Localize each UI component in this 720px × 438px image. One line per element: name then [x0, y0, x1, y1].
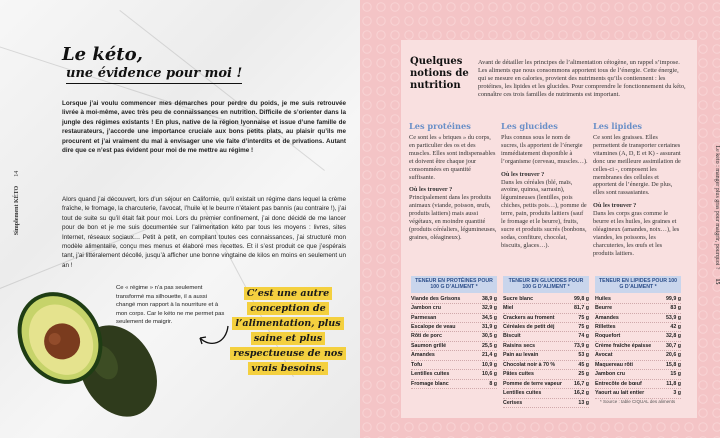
table-cell-value: 83 g: [670, 305, 681, 312]
table-cell-value: 99,8 g: [573, 295, 589, 302]
table-row: [503, 399, 589, 408]
left-header-text: Simplement KÉTO: [14, 185, 20, 236]
table-cell-value: 11,8 g: [666, 380, 681, 387]
table-cell-food: Amandes: [411, 352, 435, 359]
carbs-where: [501, 171, 589, 250]
table-cell-value: 10,9 g: [481, 361, 497, 368]
table-row: [503, 380, 589, 389]
table-cell-food: Lentilles cuites: [503, 390, 542, 397]
table-cell-food: Escalope de veau: [411, 323, 456, 330]
box-intro: Avant de détailler les principes de l’alimentation cétogène, un rappel s’impose. Les aliments que nous consommons apportent tous de l’énergie. Cette énergie, qui se mesure en calories, provient des nutriments qu’ils contiennent : les protéines, les lipides et les glucides. Pour comprendre le fonctionnement du kéto, connaître ces trois familles de nutriments est important.: [478, 59, 686, 98]
table-cell-food: Lentilles cuites: [411, 371, 450, 378]
table-row: [411, 323, 497, 332]
table-row: [595, 351, 681, 360]
table-cell-value: 15,8 g: [665, 361, 681, 368]
column-proteins: [409, 121, 497, 247]
table-header: TENEUR EN GLUCIDES POUR 100 G D’ALIMENT *: [503, 276, 589, 293]
table-cell-food: Crackers au froment: [503, 314, 555, 321]
lipids-question: Où les trouver ?: [593, 202, 637, 210]
table-cell-food: Roquefort: [595, 333, 621, 340]
table-row: [411, 370, 497, 379]
table-cell-value: 20,6 g: [665, 352, 681, 359]
highlight-quote: [228, 286, 348, 376]
table-cell-food: Entrecôte de bœuf: [595, 380, 642, 387]
carbs-answer: Dans les céréales (blé, maïs, avoine, quinoa, sarrasin), légumineuses (lentilles, pois chiches, petits pois…), pomme de terre, pain, produits laitiers (sauf le fromage et le beurre), fruits, sucre et produits sucrés (bonbons, sodas, confiture, chocolat, biscuits, glaces…).: [501, 178, 587, 249]
table-cell-food: Saumon grillé: [411, 342, 447, 349]
table-cell-food: Miel: [503, 305, 514, 312]
table-cell-value: 42 g: [670, 323, 681, 330]
proteins-where: [409, 186, 497, 241]
table-header: TENEUR EN PROTÉINES POUR 100 G D’ALIMENT *: [411, 276, 497, 293]
table-footnote: * Source : table CIQUAL des aliments: [600, 399, 676, 404]
callout-text: Ce « régime » n’a pas seulement transformé ma silhouette, il a aussi changé mon rapport à la nourriture et à mon corps. Car le kéto ne me permet pas seulement de maigrir.: [116, 285, 225, 326]
table-row: [503, 361, 589, 370]
heading-proteins: Les protéines: [409, 121, 471, 131]
table-cell-food: Tofu: [411, 361, 423, 368]
table-cell-value: 32,8 g: [665, 333, 681, 340]
table-cell-food: Pain au levain: [503, 352, 539, 359]
proteins-answer: Principalement dans les produits animaux (viande, poisson, œufs, produits laitiers) mais aussi végétaux, en moindre quantité (produits céréaliers, légumineuses, graines, oléagineux).: [409, 194, 497, 241]
heading-lipids: Les lipides: [593, 121, 643, 131]
table-cell-value: 53 g: [578, 352, 589, 359]
table-cell-food: Beurre: [595, 305, 613, 312]
table-row: [595, 323, 681, 332]
table-cell-value: 30,7 g: [665, 342, 681, 349]
table-row: [503, 314, 589, 323]
right-header-text: Le kéto : manger plus gras pour maigrir, pourquoi ?: [714, 145, 720, 270]
table-row: [503, 323, 589, 332]
table-cell-value: 25,5 g: [481, 342, 497, 349]
page-title-line2: une évidence pour moi !: [66, 66, 242, 84]
table-cell-food: Maquereau rôti: [595, 361, 633, 368]
table-cell-food: Sucre blanc: [503, 295, 534, 302]
table-row: [503, 370, 589, 379]
column-carbs: [501, 121, 589, 255]
table-cell-value: 73,9 g: [573, 342, 589, 349]
table-row: [503, 332, 589, 341]
table-rows: [411, 295, 497, 390]
quote-text: C’est une autre conception de l’alimentation, plus saine et plus respectueuse de nos vrais besoins.: [230, 287, 345, 375]
table-cell-food: Pâtes cuites: [503, 371, 534, 378]
table-cell-food: Amandes: [595, 314, 619, 321]
table-cell-food: Huiles: [595, 295, 611, 302]
box-title: Quelques notions de nutrition: [410, 56, 469, 91]
table-row: [411, 314, 497, 323]
table-row: [595, 295, 681, 304]
table-cell-food: Cerises: [503, 399, 523, 406]
carbs-question: Où les trouver ?: [501, 170, 545, 178]
table-row: [595, 332, 681, 341]
table-proteins: [411, 276, 497, 389]
table-cell-value: 99,9 g: [665, 295, 681, 302]
table-cell-food: Céréales de petit déj: [503, 323, 555, 330]
table-cell-value: 81,7 g: [573, 305, 589, 312]
table-row: [503, 295, 589, 304]
table-row: [503, 342, 589, 351]
table-cell-food: Pomme de terre vapeur: [503, 380, 562, 387]
table-header: TENEUR EN LIPIDES POUR 100 G D’ALIMENT *: [595, 276, 681, 293]
table-row: [503, 304, 589, 313]
body-paragraph: Alors quand j’ai découvert, lors d’un séjour en Californie, qu’il existait un régime dans lequel la crème fraîche, le fromage, la charcuterie, l’avocat, l’huile et le beurre n’étaient pas bannis (au contraire !), j’ai tout de suite su qu’il était fait pour moi. Lors du premier confinement, j’ai donc décidé de me lancer pour de bon et je me suis documentée sur l’alimentation kéto par tous les moyens : livres, sites Internet, réseaux sociaux… Petit à petit, en compilant toutes ces connaissances, j’ai structuré mon modèle alimentaire, conçu mes menus et élaboré mes recettes. Et il s’est produit ce que j’espérais tant, j’ai littéralement décollé, jusqu’à afficher une bonne vingtaine de kilos en moins en seulement un an !: [62, 196, 346, 269]
table-cell-food: Jambon cru: [595, 371, 626, 378]
table-cell-value: 13 g: [578, 399, 589, 406]
table-row: [411, 342, 497, 351]
table-cell-value: 45 g: [578, 361, 589, 368]
left-running-header: [14, 158, 20, 248]
table-cell-value: 75 g: [578, 314, 589, 321]
table-row: [411, 361, 497, 370]
table-cell-value: 38,9 g: [481, 295, 497, 302]
carbs-text: Plus connus sous le nom de sucres, ils apportent de l’énergie immédiatement disponible à l’organisme (cerveau, muscles…).: [501, 134, 588, 165]
lipids-answer: Dans les corps gras comme le beurre et les huiles, les graines et oléagineux (amandes, noix…), les viandes, les poissons, les charcuteries, les œufs et les produits laitiers.: [593, 210, 680, 257]
table-row: [595, 314, 681, 323]
table-cell-value: 75 g: [578, 323, 589, 330]
lipids-where: [593, 202, 681, 257]
table-cell-food: Yaourt au lait entier: [595, 390, 645, 397]
table-row: [595, 342, 681, 351]
proteins-question: Où les trouver ?: [409, 186, 453, 194]
table-row: [595, 380, 681, 389]
left-page-number: 14: [14, 170, 20, 177]
table-row: [411, 332, 497, 341]
table-row: [595, 389, 681, 398]
table-rows: [595, 295, 681, 399]
table-cell-food: Viande des Grisons: [411, 295, 461, 302]
table-row: [411, 304, 497, 313]
table-cell-value: 10,6 g: [481, 371, 497, 378]
table-cell-value: 53,9 g: [665, 314, 681, 321]
table-cell-value: 74 g: [578, 333, 589, 340]
curved-arrow-icon: [196, 322, 232, 352]
table-cell-food: Raisins secs: [503, 342, 536, 349]
right-running-header: [714, 110, 720, 320]
right-page-number: 15: [714, 278, 720, 285]
table-row: [595, 361, 681, 370]
lipids-text: Ce sont les graisses. Elles permettent de transporter certaines vitamines (A, D, E et K) - assurant donc une meilleure assimilation de celles-ci -, composent les membranes des cellules et apportent de l’énergie. De plus, elles sont rassasiantes.: [593, 134, 681, 197]
table-cell-value: 15 g: [670, 371, 681, 378]
intro-paragraph: Lorsque j’ai voulu commencer mes démarches pour perdre du poids, je me suis retrouvée livrée à moi-même, avec très peu de connaissances en nutrition. Difficile de s’orienter dans la jungle des régimes existants ! En plus, native de la région lyonnaise et issue d’une famille de restaurateurs, j’accorde une importance cruciale aux bons petits plats, au plaisir qu’ils me procurent et j’ai vraiment du mal à envisager une vie faite d’interdits et de privations. Autant dire que ce n’est pas évident pour moi de me mettre au régime !: [62, 100, 346, 155]
table-cell-food: Fromage blanc: [411, 380, 449, 387]
table-cell-value: 21,4 g: [481, 352, 497, 359]
table-cell-food: Biscuit: [503, 333, 521, 340]
table-cell-food: Jambon cru: [411, 305, 442, 312]
proteins-text: Ce sont les « briques » du corps, en particulier des os et des muscles. Elles sont indispensables et doivent être chaque jour consommées en quantité suffisante.: [409, 134, 496, 181]
page-title-line1: Le kéto,: [62, 44, 143, 65]
table-cell-value: 8 g: [489, 380, 497, 387]
table-cell-value: 16,2 g: [573, 390, 589, 397]
table-cell-food: Rôti de porc: [411, 333, 442, 340]
table-cell-food: Crème fraîche épaisse: [595, 342, 652, 349]
table-row: [411, 380, 497, 389]
table-carbs: [503, 276, 589, 408]
heading-carbs: Les glucides: [501, 121, 558, 131]
table-lipids: [595, 276, 681, 399]
table-cell-food: Chocolat noir à 70 %: [503, 361, 556, 368]
table-cell-value: 32,9 g: [481, 305, 497, 312]
column-lipids: [593, 121, 681, 263]
table-cell-value: 16,7 g: [573, 380, 589, 387]
table-row: [503, 389, 589, 398]
table-cell-value: 3 g: [673, 390, 681, 397]
table-row: [411, 351, 497, 360]
table-row: [595, 370, 681, 379]
table-cell-food: Parmesan: [411, 314, 437, 321]
table-row: [503, 351, 589, 360]
table-row: [595, 304, 681, 313]
table-cell-food: Rillettes: [595, 323, 616, 330]
table-cell-value: 31,9 g: [481, 323, 497, 330]
table-cell-value: 30,5 g: [481, 333, 497, 340]
table-cell-food: Avocat: [595, 352, 613, 359]
table-cell-value: 34,5 g: [481, 314, 497, 321]
table-row: [411, 295, 497, 304]
table-cell-value: 25 g: [578, 371, 589, 378]
table-rows: [503, 295, 589, 408]
